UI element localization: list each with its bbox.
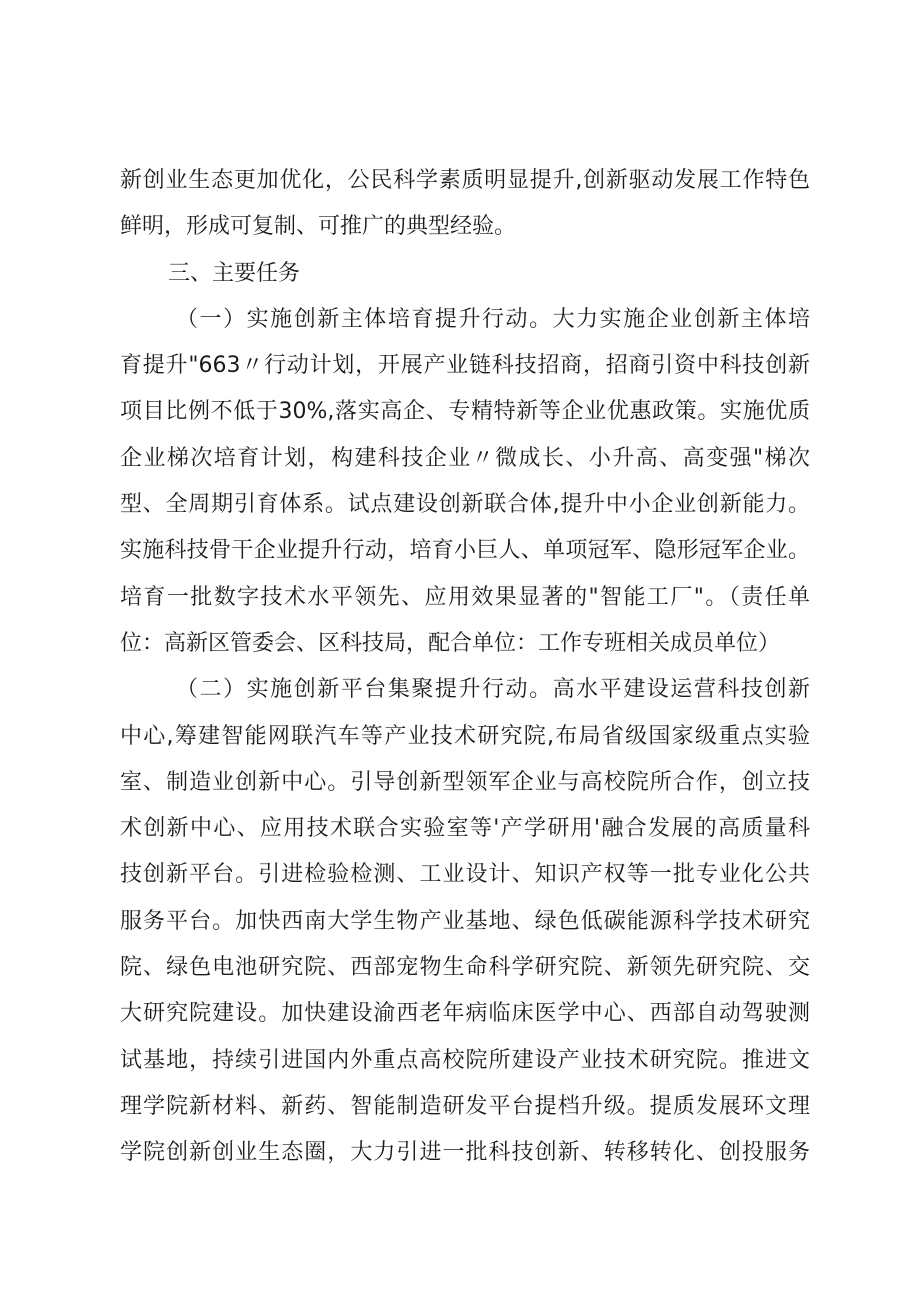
text-line: 位：高新区管委会、区科技局，配合单位：工作专班相关成员单位） xyxy=(120,630,781,656)
text-line: 技创新平台。引进检验检测、工业设计、知识产权等一批专业化公共 xyxy=(120,862,810,888)
text-line: 中心,筹建智能网联汽车等产业技术研究院,布局省级国家级重点实验 xyxy=(120,723,810,749)
text-line: 院、绿色电池研究院、西部宠物生命科学研究院、新领先研究院、交 xyxy=(120,955,810,981)
section-heading: 三、主要任务 xyxy=(168,260,301,286)
text-line: 企业梯次培育计划，构建科技企业〃微成长、小升高、高变强"梯次 xyxy=(120,445,810,471)
paragraph-start-line: （一）实施创新主体培育提升行动。大力实施企业创新主体培 xyxy=(176,306,810,332)
text-line: 室、制造业创新中心。引导创新型领军企业与高校院所合作，创立技 xyxy=(120,769,810,795)
text-line: 试基地，持续引进国内外重点高校院所建设产业技术研究院。推进文 xyxy=(120,1047,810,1073)
text-line: 服务平台。加快西南大学生物产业基地、绿色低碳能源科学技术研究 xyxy=(120,908,810,934)
text-line: 大研究院建设。加快建设渝西老年病临床医学中心、西部自动驾驶测 xyxy=(120,1001,810,1027)
paragraph-start-line: （二）实施创新平台集聚提升行动。高水平建设运营科技创新 xyxy=(176,677,810,703)
text-line: 理学院新材料、新药、智能制造研发平台提档升级。提质发展环文理 xyxy=(120,1093,810,1119)
text-line: 术创新中心、应用技术联合实验室等'产学研用'融合发展的高质量科 xyxy=(120,816,810,842)
text-line: 型、全周期引育体系。试点建设创新联合体,提升中小企业创新能力。 xyxy=(120,492,810,518)
text-line: 实施科技骨干企业提升行动，培育小巨人、单项冠军、隐形冠军企业。 xyxy=(120,538,810,564)
text-line: 新创业生态更加优化，公民科学素质明显提升,创新驱动发展工作特色 xyxy=(120,168,810,193)
body-text xyxy=(120,158,810,1177)
text-line: 项目比例不低于30%,落实高企、专精特新等企业优惠政策。实施优质 xyxy=(120,399,810,425)
text-line: 学院创新创业生态圈，大力引进一批科技创新、转移转化、创投服务 xyxy=(120,1140,810,1166)
text-line: 育提升"663〃行动计划，开展产业链科技招商，招商引资中科技创新 xyxy=(120,353,810,379)
text-line: 鲜明，形成可复制、可推广的典型经验。 xyxy=(120,214,517,240)
text-line: 培育一批数字技术水平领先、应用效果显著的"智能工厂"。（责任单 xyxy=(120,584,810,610)
